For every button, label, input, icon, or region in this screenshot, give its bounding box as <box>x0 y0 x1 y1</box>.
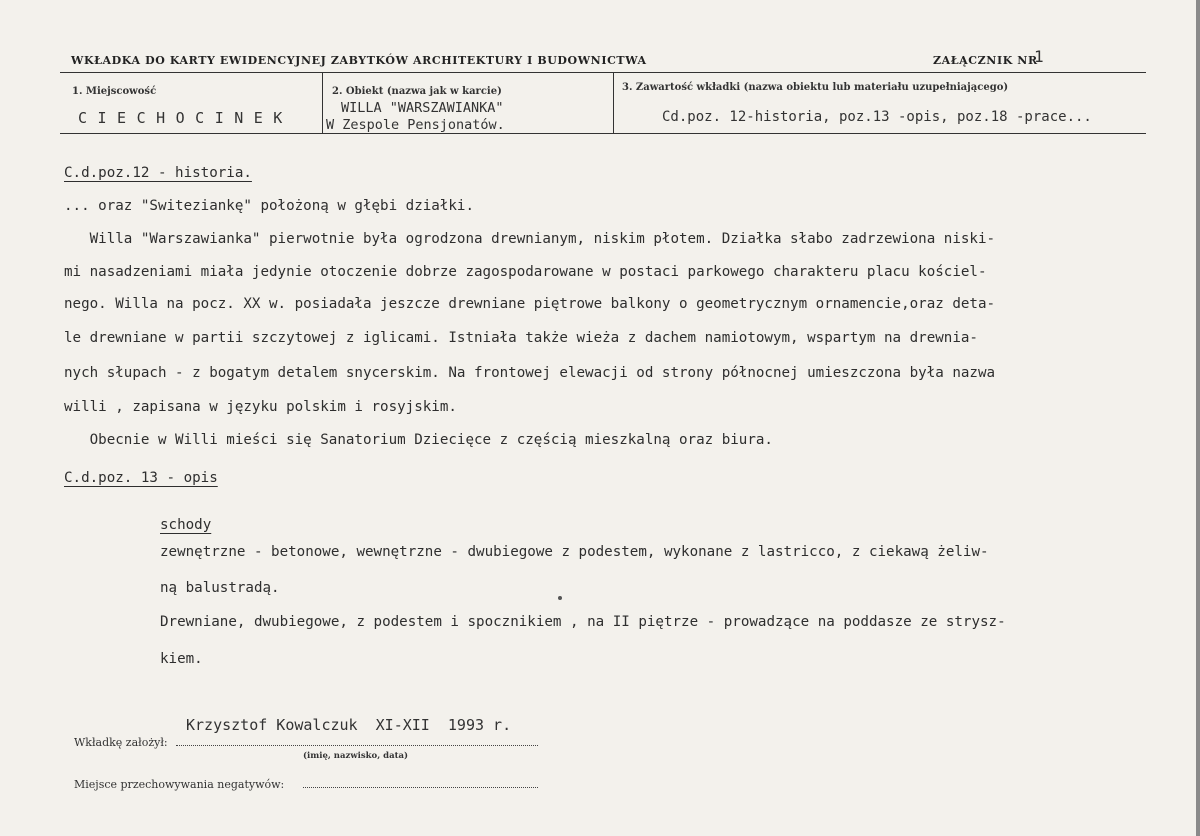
stairs-line: zewnętrzne - betonowe, wewnętrzne - dwubiegowe z podestem, wykonane z lastricco, z ciekawą żeliw- <box>160 544 989 560</box>
field-divider-1 <box>322 73 323 133</box>
field-divider-2 <box>613 73 614 133</box>
attachment-number: 1 <box>1034 47 1044 66</box>
header-rule <box>60 72 1146 73</box>
content-label: 3. Zawartość wkładki (nazwa obiektu lub materiału uzupełniającego) <box>622 82 1009 93</box>
fields-bottom-rule <box>60 133 1146 134</box>
locality-value: CIECHOCINEK <box>78 109 293 127</box>
history-line: mi nasadzeniami miała jedynie otoczenie dobrze zagospodarowane w postaci parkowego charakteru placu kościel- <box>64 264 987 280</box>
history-heading: C.d.poz.12 - historia. <box>64 165 252 181</box>
prepared-by-label: Wkładkę założył: <box>74 736 168 749</box>
history-line: willi , zapisana w języku polskim i rosyjskim. <box>64 399 457 415</box>
prepared-by-line <box>176 745 538 746</box>
description-heading: C.d.poz. 13 - opis <box>64 470 218 486</box>
ink-dot <box>558 596 562 600</box>
object-value-line2: W Zespole Pensjonatów. <box>326 117 505 133</box>
stairs-heading: schody <box>160 517 212 533</box>
card-title: WKŁADKA DO KARTY EWIDENCYJNEJ ZABYTKÓW ARCHITEKTURY I BUDOWNICTWA <box>71 54 647 67</box>
stairs-line: kiem. <box>160 651 203 667</box>
history-line: Willa "Warszawianka" pierwotnie była ogrodzona drewnianym, niskim płotem. Działka słabo zadrzewiona niski- <box>64 231 996 247</box>
history-line: le drewniane w partii szczytowej z iglicami. Istniała także wieża z dachem namiotowym, wspartym na drewnia- <box>64 330 978 346</box>
object-value-line1: WILLA "WARSZAWIANKA" <box>341 100 504 116</box>
prepared-by-caption: (imię, nazwisko, data) <box>303 751 409 761</box>
attachment-label: ZAŁĄCZNIK NR <box>933 54 1038 67</box>
locality-label: 1. Miejscowość <box>72 86 157 97</box>
history-line: nego. Willa na pocz. XX w. posiadała jeszcze drewniane piętrowe balkony o geometrycznym ornamencie,oraz deta- <box>64 296 996 312</box>
object-label: 2. Obiekt (nazwa jak w karcie) <box>332 86 502 97</box>
prepared-by-value: Krzysztof Kowalczuk XI-XII 1993 r. <box>186 716 512 734</box>
stairs-line: Drewniane, dwubiegowe, z podestem i spocznikiem , na II piętrze - prowadzące na poddasze ze strysz- <box>160 614 1006 630</box>
content-value: Cd.poz. 12-historia, poz.13 -opis, poz.18 -prace... <box>662 109 1092 125</box>
negatives-label: Miejsce przechowywania negatywów: <box>74 778 285 791</box>
stairs-line: ną balustradą. <box>160 580 280 596</box>
history-line: Obecnie w Willi mieści się Sanatorium Dziecięce z częścią mieszkalną oraz biura. <box>64 432 773 448</box>
history-line: nych słupach - z bogatym detalem snycerskim. Na frontowej elewacji od strony północnej umieszczona była nazwa <box>64 365 996 381</box>
history-line: ... oraz "Switeziankę" położoną w głębi działki. <box>64 198 474 214</box>
negatives-line <box>303 787 538 788</box>
